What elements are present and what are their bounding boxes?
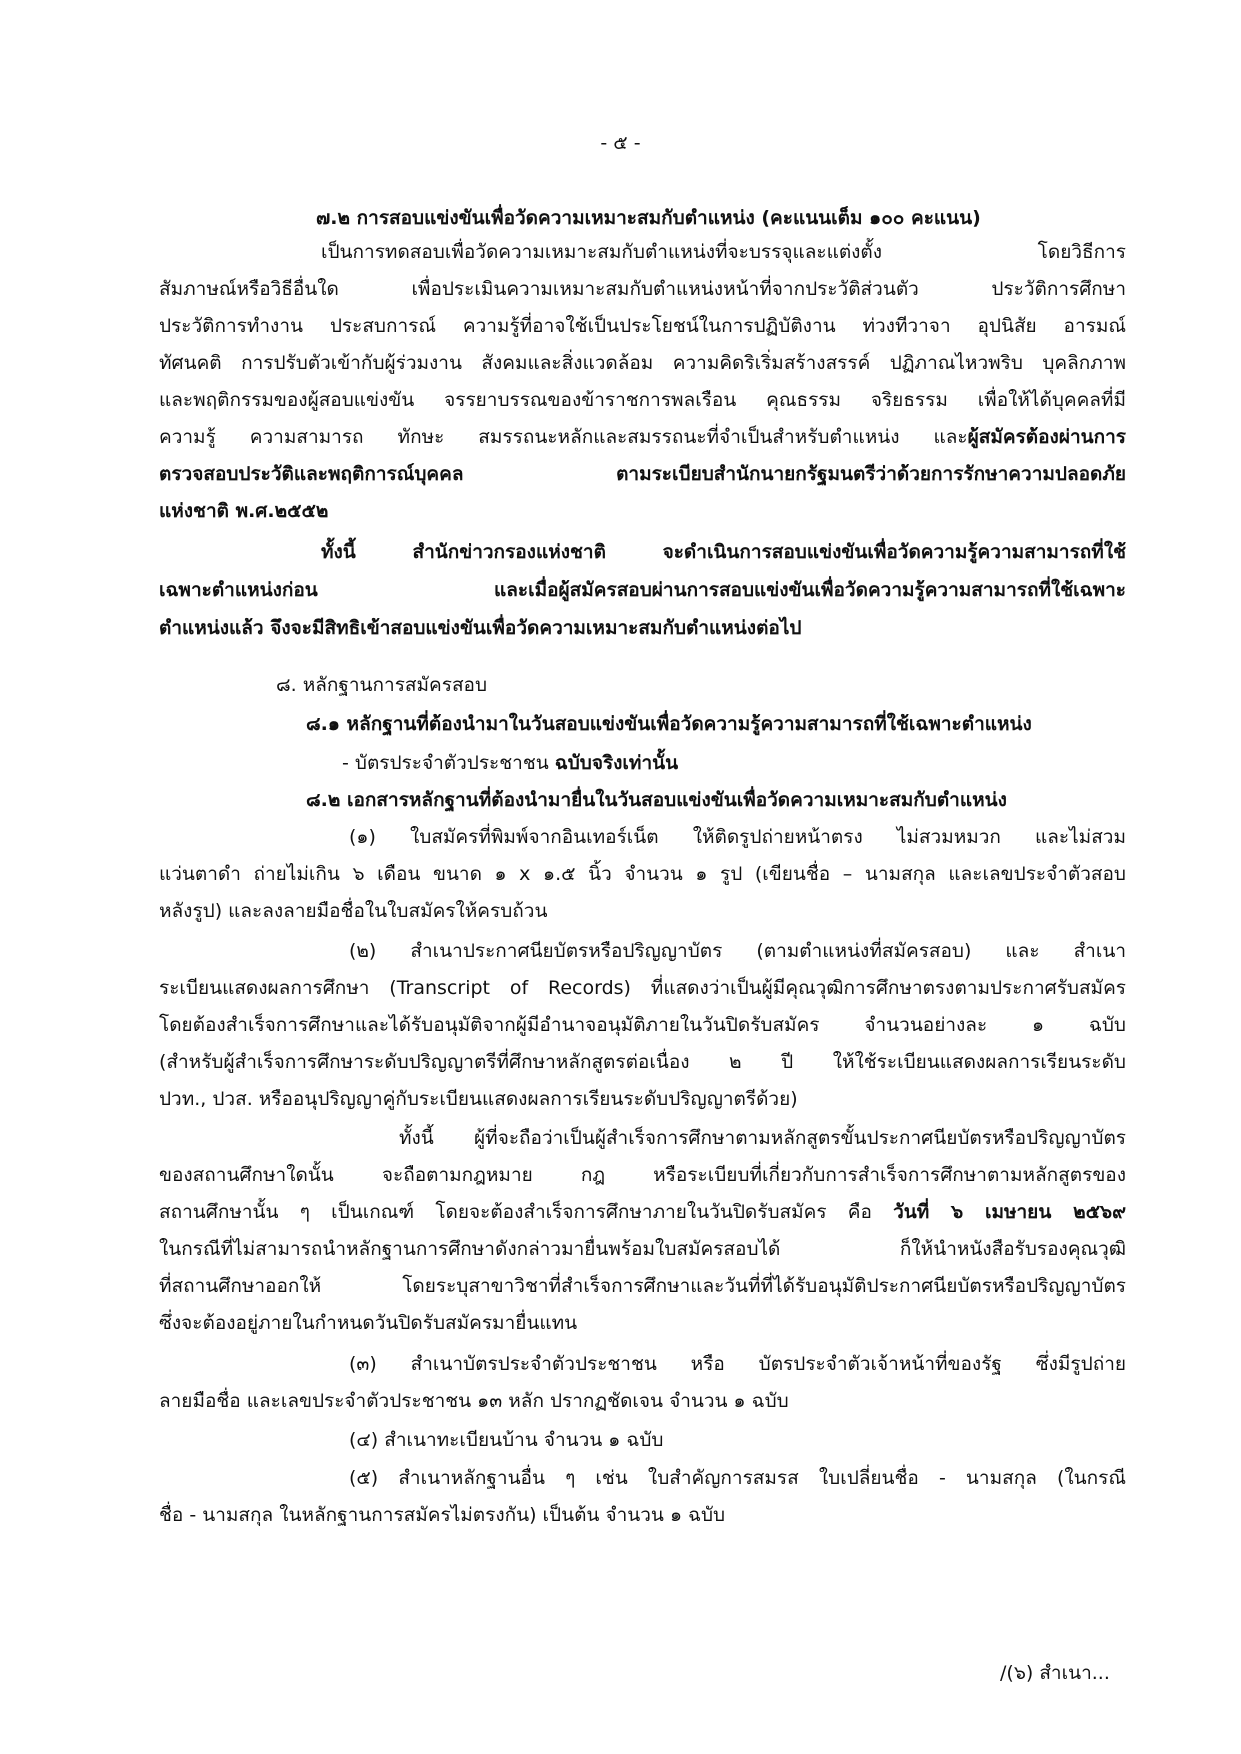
bold-text: ผู้สมัครต้องผ่านการ (967, 426, 1126, 448)
paragraph-line: หลังรูป) และลงลายมือชื่อในใบสมัครให้ครบถ้วน (159, 900, 548, 922)
paragraph-line: ในกรณีที่ไม่สามารถนำหลักฐานการศึกษาดังกล่าวมายื่นพร้อมใบสมัครสอบได้ ก็ให้นำหนังสือรับรองคุณวุฒิ (159, 1238, 1126, 1260)
paragraph-line: แห่งชาติ พ.ศ.๒๕๕๒ (159, 500, 329, 522)
text: - บัตรประจำตัวประชาชน (342, 752, 555, 774)
subsection-heading: ๘.๒ เอกสารหลักฐานที่ต้องนำมายื่นในวันสอบแข่งขันเพื่อวัดความเหมาะสมกับตำแหน่ง (306, 789, 1007, 811)
paragraph-line: ตำแหน่งแล้ว จึงจะมีสิทธิเข้าสอบแข่งขันเพื่อวัดความเหมาะสมกับตำแหน่งต่อไป (159, 617, 802, 639)
list-item: (๓) สำเนาบัตรประจำตัวประชาชน หรือ บัตรประจำตัวเจ้าหน้าที่ของรัฐ ซึ่งมีรูปถ่าย (349, 1353, 1126, 1375)
section-heading: ๘. หลักฐานการสมัครสอบ (276, 674, 488, 696)
paragraph-line: และพฤติกรรมของผู้สอบแข่งขัน จรรยาบรรณของข้าราชการพลเรือน คุณธรรม จริยธรรม เพื่อให้ได้บุคคลที่มี (159, 389, 1126, 411)
paragraph-line: เฉพาะตำแหน่งก่อน และเมื่อผู้สมัครสอบผ่านการสอบแข่งขันเพื่อวัดความรู้ความสามารถที่ใช้เฉพาะ (159, 579, 1126, 601)
paragraph-line (159, 1197, 1126, 1227)
paragraph-line: ชื่อ - นามสกุล ในหลักฐานการสมัครไม่ตรงกัน) เป็นต้น จำนวน ๑ ฉบับ (159, 1504, 726, 1526)
list-item: (๑) ใบสมัครที่พิมพ์จากอินเทอร์เน็ต ให้ติดรูปถ่ายหน้าตรง ไม่สวมหมวก และไม่สวม (349, 826, 1126, 848)
paragraph-line: ที่สถานศึกษาออกให้ โดยระบุสาขาวิชาที่สำเร็จการศึกษาและวันที่ที่ได้รับอนุมัติประกาศนียบัตรหรือปริญญาบัตร (159, 1275, 1126, 1297)
page-number: - ๕ - (600, 132, 641, 154)
bold-text: ฉบับจริงเท่านั้น (554, 752, 679, 774)
paragraph-line: ซึ่งจะต้องอยู่ภายในกำหนดวันปิดรับสมัครมายื่นแทน (159, 1312, 578, 1334)
paragraph-line: ตรวจสอบประวัติและพฤติการณ์บุคคล ตามระเบียบสำนักนายกรัฐมนตรีว่าด้วยการรักษาความปลอดภัย (159, 463, 1126, 485)
paragraph-line: ปวท., ปวส. หรืออนุปริญญาคู่กับระเบียนแสดงผลการเรียนระดับปริญญาตรีด้วย) (159, 1088, 798, 1110)
paragraph-line: แว่นตาดำ ถ่ายไม่เกิน ๖ เดือน ขนาด ๑ x ๑.๕ นิ้ว จำนวน ๑ รูป (เขียนชื่อ – นามสกุล และเลขประจำตัวสอบ (159, 863, 1126, 885)
paragraph-line: ทัศนคติ การปรับตัวเข้ากับผู้ร่วมงาน สังคมและสิ่งแวดล้อม ความคิดริเริ่มสร้างสรรค์ ปฏิภาณไหวพริบ บุคลิกภาพ (159, 352, 1126, 374)
list-item: (๒) สำเนาประกาศนียบัตรหรือปริญญาบัตร (ตามตำแหน่งที่สมัครสอบ) และ สำเนา (349, 940, 1126, 962)
list-item (342, 748, 1126, 778)
subsection-heading: ๘.๑ หลักฐานที่ต้องนำมาในวันสอบแข่งขันเพื่อวัดความรู้ความสามารถที่ใช้เฉพาะตำแหน่ง (306, 713, 1032, 735)
list-item: (๕) สำเนาหลักฐานอื่น ๆ เช่น ใบสำคัญการสมรส ใบเปลี่ยนชื่อ - นามสกุล (ในกรณี (349, 1467, 1126, 1489)
paragraph-line: ประวัติการทำงาน ประสบการณ์ ความรู้ที่อาจใช้เป็นประโยชน์ในการปฏิบัติงาน ท่วงทีวาจา อุปนิสัย อารมณ์ (159, 315, 1126, 337)
section-heading: ๗.๒ การสอบแข่งขันเพื่อวัดความเหมาะสมกับตำแหน่ง (คะแนนเต็ม ๑๐๐ คะแนน) (316, 207, 981, 229)
paragraph-line: ระเบียนแสดงผลการศึกษา (Transcript of Records) ที่แสดงว่าเป็นผู้มีคุณวุฒิการศึกษาตรงตามประกาศรับสมัคร (159, 977, 1126, 999)
paragraph-line: สัมภาษณ์หรือวิธีอื่นใด เพื่อประเมินความเหมาะสมกับตำแหน่งหน้าที่จากประวัติส่วนตัว ประวัติการศึกษา (159, 278, 1126, 300)
paragraph-line: ทั้งนี้ สำนักข่าวกรองแห่งชาติ จะดำเนินการสอบแข่งขันเพื่อวัดความรู้ความสามารถที่ใช้ (321, 541, 1126, 563)
continuation-note: /(๖) สำเนา... (1000, 1662, 1110, 1684)
paragraph-line: โดยต้องสำเร็จการศึกษาและได้รับอนุมัติจากผู้มีอำนาจอนุมัติภายในวันปิดรับสมัคร จำนวนอย่างละ ๑ ฉบับ (159, 1014, 1126, 1036)
text: สถานศึกษานั้น ๆ เป็นเกณฑ์ โดยจะต้องสำเร็จการศึกษาภายในวันปิดรับสมัคร คือ (159, 1201, 894, 1223)
paragraph-line: ลายมือชื่อ และเลขประจำตัวประชาชน ๑๓ หลัก ปรากฏชัดเจน จำนวน ๑ ฉบับ (159, 1390, 789, 1412)
list-item: (๔) สำเนาทะเบียนบ้าน จำนวน ๑ ฉบับ (349, 1429, 664, 1451)
paragraph-line: ของสถานศึกษาใดนั้น จะถือตามกฎหมาย กฎ หรือระเบียบที่เกี่ยวกับการสำเร็จการศึกษาตามหลักสูตรของ (159, 1164, 1126, 1186)
deadline-date: วันที่ ๖ เมษายน ๒๕๖๙ (893, 1201, 1126, 1223)
text: ความรู้ ความสามารถ ทักษะ สมรรถนะหลักและสมรรถนะที่จำเป็นสำหรับตำแหน่ง และ (159, 426, 968, 448)
paragraph-line: ทั้งนี้ ผู้ที่จะถือว่าเป็นผู้สำเร็จการศึกษาตามหลักสูตรขั้นประกาศนียบัตรหรือปริญญาบัตร (399, 1127, 1126, 1149)
paragraph-line: (สำหรับผู้สำเร็จการศึกษาระดับปริญญาตรีที่ศึกษาหลักสูตรต่อเนื่อง ๒ ปี ให้ใช้ระเบียนแสดงผลการเรียนระดับ (159, 1051, 1126, 1073)
paragraph-line (159, 422, 1126, 452)
paragraph-line: เป็นการทดสอบเพื่อวัดความเหมาะสมกับตำแหน่งที่จะบรรจุและแต่งตั้ง โดยวิธีการ (321, 241, 1126, 263)
